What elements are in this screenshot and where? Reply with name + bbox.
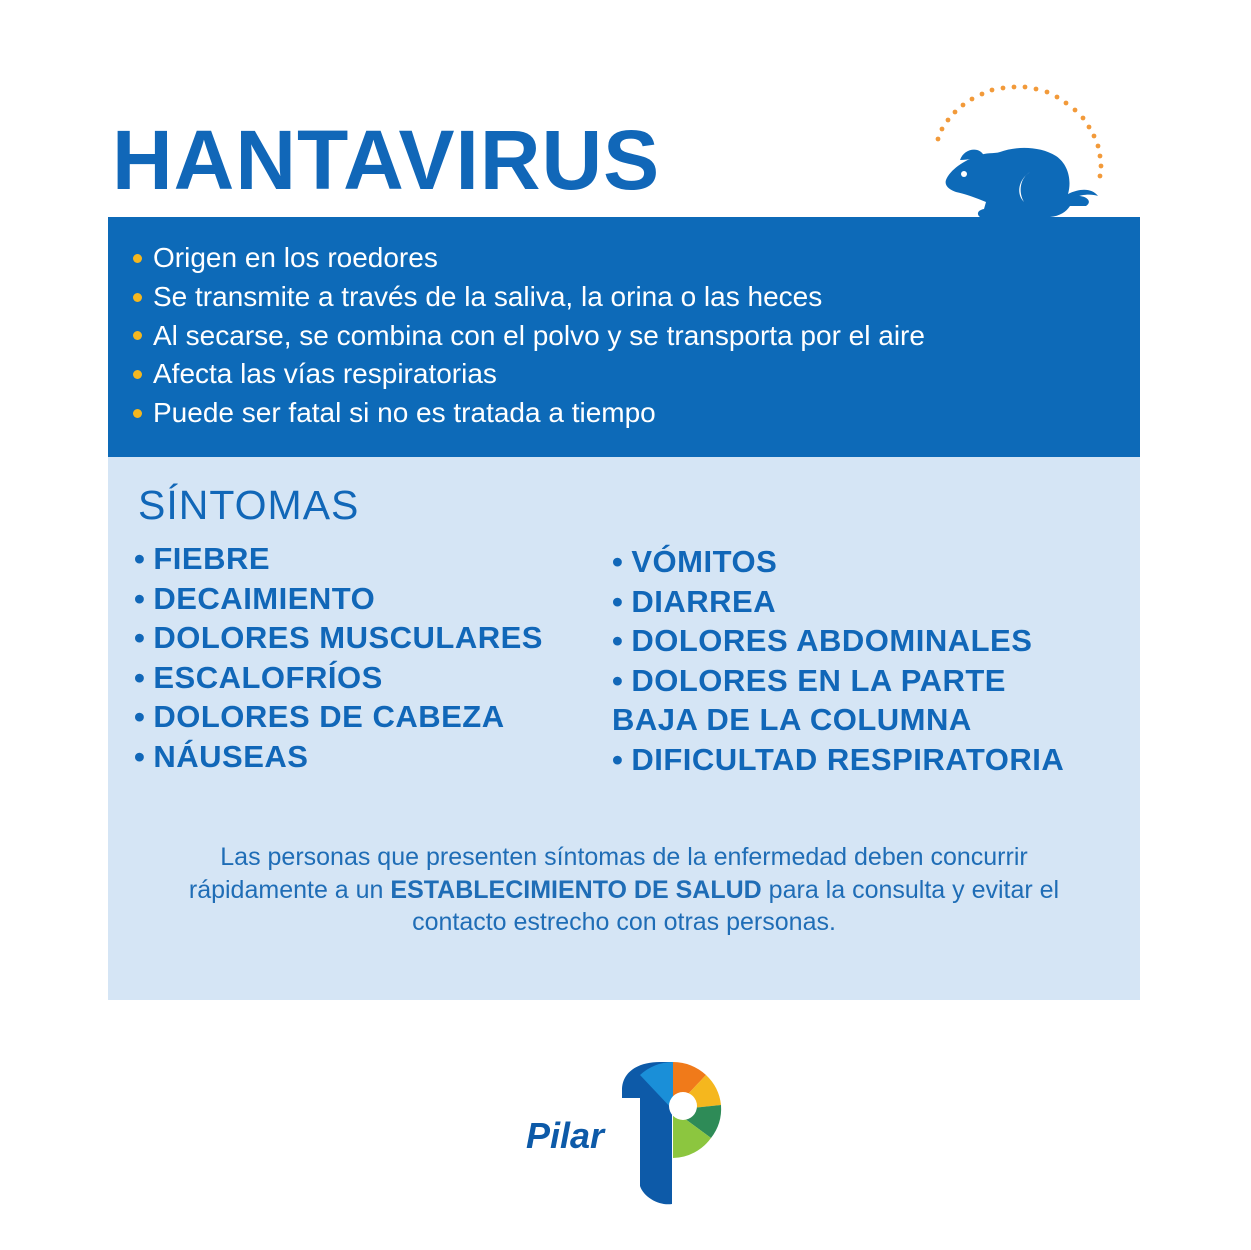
list-item: • NÁUSEAS <box>134 738 309 774</box>
bullet-dot <box>133 254 142 263</box>
list-item: Se transmite a través de la saliva, la orina o las heces <box>133 278 925 317</box>
symptoms-title: SÍNTOMAS <box>138 482 360 528</box>
list-item: • FIEBRE <box>134 541 271 576</box>
page-title: HANTAVIRUS <box>112 113 661 207</box>
list-item: • DIFICULTAD RESPIRATORIA <box>612 741 1065 777</box>
symptoms-list-left <box>134 539 543 777</box>
list-item: • DOLORES DE CABEZA <box>134 699 505 735</box>
list-item: • DOLORES MUSCULARES <box>134 620 543 656</box>
list-item: Puede ser fatal si no es tratada a tiempo <box>133 394 925 433</box>
symptoms-panel <box>108 457 1140 1000</box>
list-item: • DECAIMIENTO <box>134 580 376 616</box>
bullet-dot <box>133 331 142 340</box>
health-advice-note: Las personas que presenten síntomas de la enfermedad deben concurrir rápidamente a un ESTABLECIMIENTO DE SALUD para la consulta y evitar el contacto estrecho con otras personas. <box>188 843 1060 936</box>
list-item: Origen en los roedores <box>133 239 925 278</box>
bullet-dot <box>133 293 142 302</box>
pilar-logo <box>520 1058 730 1208</box>
list-item-continuation: BAJA DE LA COLUMNA <box>612 702 972 738</box>
list-item: • DOLORES ABDOMINALES <box>612 623 1033 659</box>
list-item: Afecta las vías respiratorias <box>133 355 925 394</box>
facts-panel <box>108 217 1140 457</box>
bullet-dot <box>133 370 142 379</box>
pilar-p-icon <box>620 1058 730 1208</box>
list-item: • ESCALOFRÍOS <box>134 659 383 695</box>
list-item: • VÓMITOS <box>612 544 778 579</box>
list-item: Al secarse, se combina con el polvo y se transporta por el aire <box>133 317 925 356</box>
symptoms-list-right <box>612 542 1064 780</box>
note-highlight: ESTABLECIMIENTO DE SALUD <box>390 875 762 904</box>
rat-icon <box>920 76 1140 226</box>
list-item: • DIARREA <box>612 583 777 619</box>
list-item: • DOLORES EN LA PARTE <box>612 662 1006 698</box>
logo-text: Pilar <box>526 1115 605 1156</box>
bullet-dot <box>133 409 142 418</box>
facts-list <box>133 239 925 433</box>
